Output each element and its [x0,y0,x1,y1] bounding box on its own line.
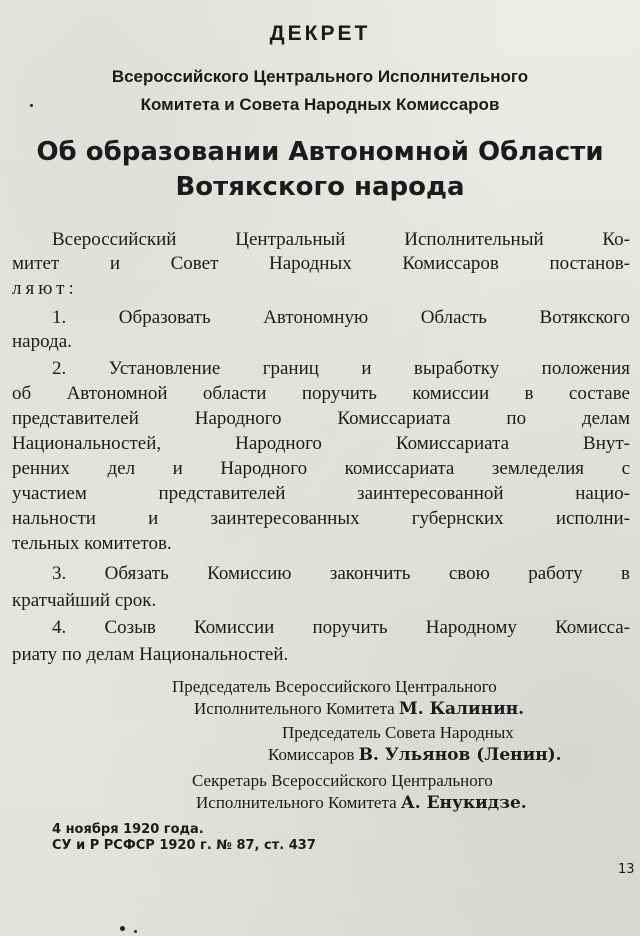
signature-lenin [268,722,562,766]
point-2-last-line: тельных комитетов. [12,533,172,554]
signature-enukidze-line-2 [192,792,527,814]
decree-headline-line-1: Об образовании Автономной Области [36,137,604,167]
issuer-line-2: Комитета и Совета Народных Комиссаров [140,95,500,114]
signature-kalinin [172,676,524,720]
signature-lenin-title: Председатель Совета Народных [282,723,514,742]
signature-lenin-line-2 [268,744,562,766]
point-2-line-3: представителей Народного Комиссариата по делам [12,408,630,429]
preamble-tail: ляют: [12,278,78,299]
publication-source: СУ и Р РСФСР 1920 г. № 87, ст. 437 [52,838,316,853]
point-3-line-1: 3. Обязать Комиссию закончить свою работу в [52,563,630,584]
signature-enukidze-office: Исполнительного Комитета [196,793,397,812]
point-2-line-6: участием представителей заинтересованной нацио- [12,483,630,504]
point-1-line-1: 1. Образовать Автономную Область Вотякского [52,307,630,328]
point-4-line-1: 4. Созыв Комиссии поручить Народному Комисса- [52,617,630,638]
point-3-last-line: кратчайший срок. [12,590,157,611]
point-2-line-1: 2. Установление границ и выработку положения [52,358,630,379]
signature-kalinin-title: Председатель Всероссийского Центрального [172,677,497,696]
preamble-line-1: Всероссийский Центральный Исполнительный Ко- [52,229,630,250]
signature-kalinin-office: Исполнительного Комитета [194,699,395,718]
scan-speck [120,926,125,931]
point-2-line-5: ренних дел и Народного комиссариата земледелия с [12,458,630,479]
page-number: 13 [618,862,635,877]
signature-enukidze-name: А. Енукидзе. [400,793,527,813]
signature-lenin-name: В. Ульянов (Ленин). [358,745,562,765]
decree-date: 4 ноября 1920 года. [52,822,204,837]
point-2-line-4: Национальностей, Народного Комиссариата Внут- [12,433,630,454]
signature-enukidze-title: Секретарь Всероссийского Центрального [192,771,493,790]
issuer-line-1: Всероссийского Центрального Исполнительного [111,67,529,86]
point-4-last-line: риату по делам Национальностей. [12,644,289,665]
document-type-title: ДЕКРЕТ [269,22,371,45]
point-1-last-line: народа. [12,331,72,352]
scan-speck [30,104,33,107]
signature-lenin-office: Комиссаров [268,745,355,764]
signature-enukidze [192,770,527,814]
point-2-line-7: нальности и заинтересованных губернских исполни- [12,508,630,529]
decree-headline-line-2: Вотякского народа [175,172,465,202]
point-2-line-2: об Автономной области поручить комиссии в составе [12,383,630,404]
preamble-line-2: митет и Совет Народных Комиссаров постанов- [12,253,630,274]
signature-kalinin-name: М. Калинин. [398,699,525,719]
scan-speck [134,930,137,933]
signature-kalinin-line-2 [172,698,524,720]
